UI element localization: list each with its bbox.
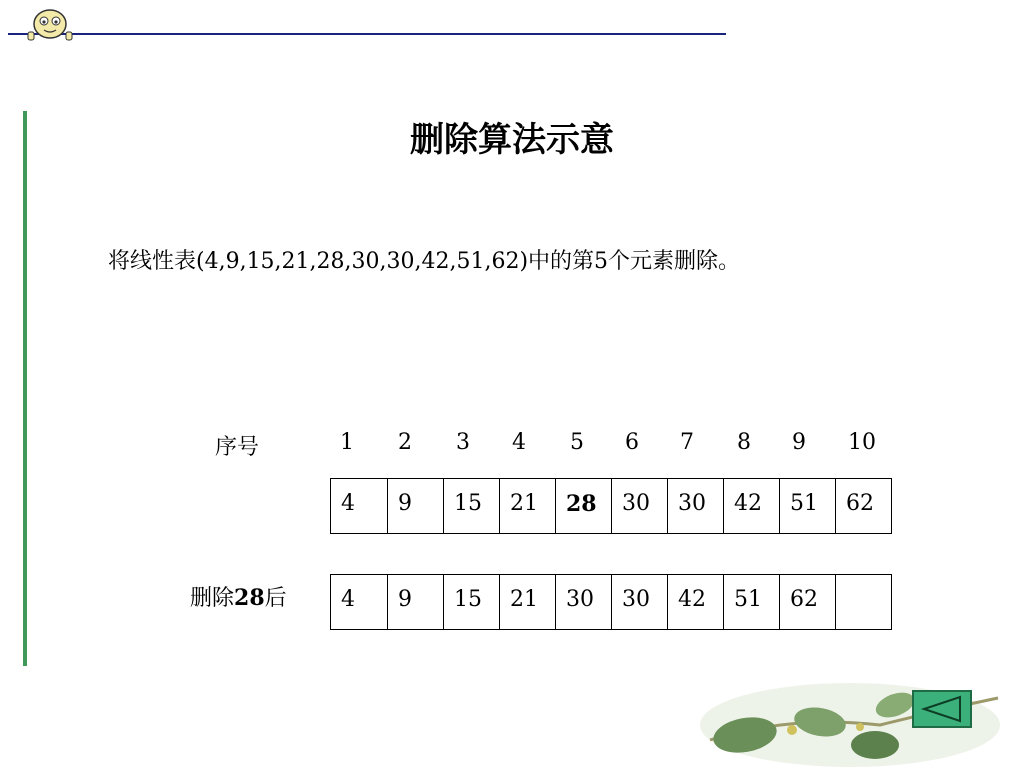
array-cell	[835, 575, 891, 629]
array-cell: 30	[667, 479, 723, 533]
index-number: 6	[625, 430, 639, 455]
array-cell: 21	[499, 479, 555, 533]
array-cell: 30	[611, 575, 667, 629]
array-after	[330, 574, 892, 630]
index-number: 4	[512, 430, 526, 455]
array-cell: 62	[835, 479, 891, 533]
index-label: 序号	[215, 435, 260, 460]
array-cell: 9	[387, 575, 443, 629]
array-cell: 30	[555, 575, 611, 629]
array-cell: 42	[723, 479, 779, 533]
array-cell: 15	[443, 479, 499, 533]
index-number: 8	[737, 430, 751, 455]
after-label-prefix: 删除	[190, 586, 235, 611]
problem-description: 将线性表(4,9,15,21,28,30,30,42,51,62)中的第5个元素删除。	[108, 249, 741, 274]
index-number: 1	[340, 430, 354, 455]
array-cell: 62	[779, 575, 835, 629]
array-cell: 28	[555, 479, 611, 533]
array-cell: 4	[341, 587, 355, 612]
index-number: 2	[398, 430, 412, 455]
array-cell: 9	[387, 479, 443, 533]
page-title: 删除算法示意	[410, 120, 614, 160]
index-number: 3	[456, 430, 470, 455]
array-cell: 21	[499, 575, 555, 629]
mascot-icon	[22, 8, 78, 42]
index-number: 7	[680, 430, 694, 455]
array-cell: 30	[611, 479, 667, 533]
left-accent-bar	[23, 111, 27, 666]
index-number: 10	[848, 430, 876, 455]
nav-back-button[interactable]	[912, 690, 972, 728]
array-before	[330, 478, 892, 534]
index-number: 5	[570, 430, 584, 455]
array-cell: 4	[341, 491, 355, 516]
play-left-icon	[914, 692, 970, 726]
array-cell: 51	[723, 575, 779, 629]
header-rule	[8, 33, 726, 35]
after-label-number: 28	[234, 585, 265, 611]
after-label-suffix: 后	[264, 586, 287, 611]
after-label	[190, 581, 287, 612]
array-cell: 15	[443, 575, 499, 629]
array-cell: 51	[779, 479, 835, 533]
index-number: 9	[792, 430, 806, 455]
array-cell: 42	[667, 575, 723, 629]
